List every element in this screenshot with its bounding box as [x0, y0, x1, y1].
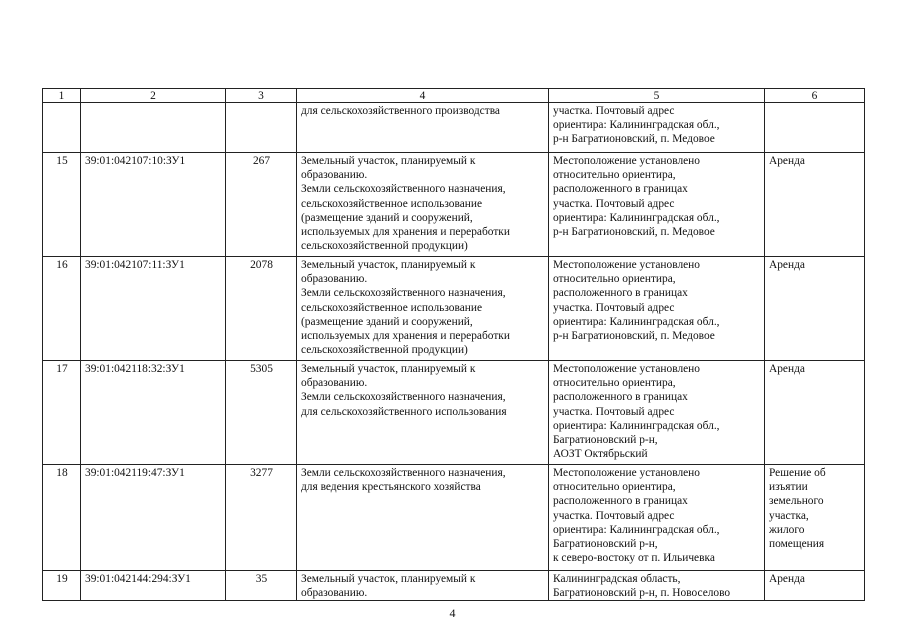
description-cell-line: сельскохозяйственной продукции) — [301, 240, 468, 253]
location-cell-line: участка. Почтовый адрес — [553, 405, 675, 418]
land-plots-table — [42, 88, 865, 601]
right-type-cell-line: Аренда — [769, 259, 805, 271]
right-type-cell — [765, 361, 865, 465]
row-number-cell: 18 — [43, 465, 81, 571]
header-row — [43, 89, 865, 103]
location-cell-line: участка. Почтовый адрес — [553, 509, 675, 522]
location-cell-line: Местоположение установлено — [553, 363, 700, 375]
location-cell-line: Багратионовский р-н, п. Новоселово — [553, 587, 731, 600]
location-cell-line: относительно ориентира, — [553, 377, 676, 390]
description-cell-line: образованию. — [301, 377, 368, 390]
table-row — [43, 361, 865, 465]
description-cell-line: Земли сельскохозяйственного назначения, — [301, 183, 506, 196]
location-cell-line: Местоположение установлено — [553, 259, 700, 271]
right-type-cell-line: земельного — [769, 495, 824, 508]
location-cell-line: относительно ориентира, — [553, 481, 676, 494]
right-type-cell-line: помещения — [769, 538, 825, 551]
location-cell-line: ориентира: Калининградская обл., — [553, 523, 720, 536]
location-cell-line: Калининградская область, — [553, 573, 681, 585]
header-cell-col-4: 4 — [297, 89, 549, 103]
header-cell-col-6: 6 — [765, 89, 865, 103]
right-type-cell — [765, 153, 865, 257]
description-cell — [297, 103, 549, 153]
location-cell-line: расположенного в границах — [553, 495, 688, 508]
location-cell — [549, 465, 765, 571]
location-cell-line: р-н Багратионовский, п. Медовое — [553, 226, 715, 239]
description-cell-line: Земельный участок, планируемый к — [301, 155, 476, 167]
description-cell-line: сельскохозяйственное использование — [301, 197, 483, 210]
description-cell-line: сельскохозяйственное использование — [301, 301, 483, 314]
location-cell-line: к северо-востоку от п. Ильичевка — [553, 552, 715, 565]
location-cell — [549, 103, 765, 153]
area-cell: 3277 — [226, 465, 297, 571]
description-cell-line: используемых для хранения и переработки — [301, 226, 510, 239]
description-cell — [297, 361, 549, 465]
cadastral-number-cell: 39:01:042118:32:ЗУ1 — [81, 361, 226, 465]
description-cell — [297, 465, 549, 571]
description-cell-line: для сельскохозяйственного производства — [301, 105, 500, 117]
area-cell: 2078 — [226, 257, 297, 361]
location-cell-line: р-н Багратионовский, п. Медовое — [553, 133, 715, 146]
header-cell-col-5: 5 — [549, 89, 765, 103]
cadastral-number-cell: 39:01:042107:11:ЗУ1 — [81, 257, 226, 361]
header-cell-col-1: 1 — [43, 89, 81, 103]
right-type-cell-line: Решение об — [769, 467, 826, 479]
row-number-cell: 15 — [43, 153, 81, 257]
location-cell-line: расположенного в границах — [553, 287, 688, 300]
location-cell-line: участка. Почтовый адрес — [553, 301, 675, 314]
description-cell-line: Земли сельскохозяйственного назначения, — [301, 467, 506, 479]
location-cell-line: р-н Багратионовский, п. Медовое — [553, 330, 715, 343]
description-cell — [297, 153, 549, 257]
right-type-cell-line: жилого — [769, 523, 805, 536]
page-number: 4 — [449, 606, 456, 620]
table-row — [43, 103, 865, 153]
area-cell: 35 — [226, 571, 297, 601]
location-cell — [549, 361, 765, 465]
description-cell-line: образованию. — [301, 169, 368, 182]
description-cell-line: для сельскохозяйственного использования — [301, 405, 507, 418]
description-cell — [297, 571, 549, 601]
location-cell — [549, 153, 765, 257]
location-cell — [549, 257, 765, 361]
area-cell — [226, 103, 297, 153]
description-cell-line: Земельный участок, планируемый к — [301, 363, 476, 375]
location-cell-line: АОЗТ Октябрьский — [553, 448, 648, 461]
description-cell-line: Земельный участок, планируемый к — [301, 573, 476, 585]
right-type-cell-line: Аренда — [769, 573, 805, 585]
right-type-cell — [765, 103, 865, 153]
table-row — [43, 153, 865, 257]
location-cell-line: Багратионовский р-н, — [553, 538, 658, 551]
cadastral-number-cell: 39:01:042144:294:ЗУ1 — [81, 571, 226, 601]
description-cell-line: Земельный участок, планируемый к — [301, 259, 476, 271]
header-cell-col-2: 2 — [81, 89, 226, 103]
cadastral-number-cell — [81, 103, 226, 153]
location-cell-line: ориентира: Калининградская обл., — [553, 315, 720, 328]
location-cell-line: Багратионовский р-н, — [553, 434, 658, 447]
description-cell-line: используемых для хранения и переработки — [301, 330, 510, 343]
location-cell-line: участка. Почтовый адрес — [553, 197, 675, 210]
cadastral-number-cell: 39:01:042119:47:ЗУ1 — [81, 465, 226, 571]
location-cell-line: Местоположение установлено — [553, 155, 700, 167]
area-cell: 5305 — [226, 361, 297, 465]
row-number-cell — [43, 103, 81, 153]
table-row — [43, 571, 865, 601]
right-type-cell-line: Аренда — [769, 155, 805, 167]
location-cell-line: ориентира: Калининградская обл., — [553, 211, 720, 224]
right-type-cell — [765, 257, 865, 361]
area-cell: 267 — [226, 153, 297, 257]
location-cell-line: расположенного в границах — [553, 183, 688, 196]
right-type-cell-line: участка, — [769, 509, 809, 522]
location-cell — [549, 571, 765, 601]
right-type-cell-line: изъятии — [769, 481, 808, 494]
location-cell-line: относительно ориентира, — [553, 169, 676, 182]
location-cell-line: ориентира: Калининградская обл., — [553, 119, 720, 132]
description-cell-line: образованию. — [301, 587, 368, 600]
location-cell-line: относительно ориентира, — [553, 273, 676, 286]
description-cell-line: сельскохозяйственной продукции) — [301, 344, 468, 357]
right-type-cell — [765, 465, 865, 571]
row-number-cell: 19 — [43, 571, 81, 601]
cadastral-number-cell: 39:01:042107:10:ЗУ1 — [81, 153, 226, 257]
location-cell-line: Местоположение установлено — [553, 467, 700, 479]
description-cell-line: (размещение зданий и сооружений, — [301, 211, 473, 224]
location-cell-line: участка. Почтовый адрес — [553, 105, 675, 117]
location-cell-line: расположенного в границах — [553, 391, 688, 404]
description-cell — [297, 257, 549, 361]
table-row — [43, 465, 865, 571]
description-cell-line: для ведения крестьянского хозяйства — [301, 481, 481, 494]
right-type-cell-line: Аренда — [769, 363, 805, 375]
description-cell-line: образованию. — [301, 273, 368, 286]
row-number-cell: 16 — [43, 257, 81, 361]
description-cell-line: Земли сельскохозяйственного назначения, — [301, 287, 506, 300]
table-row — [43, 257, 865, 361]
description-cell-line: Земли сельскохозяйственного назначения, — [301, 391, 506, 404]
right-type-cell — [765, 571, 865, 601]
location-cell-line: ориентира: Калининградская обл., — [553, 419, 720, 432]
row-number-cell: 17 — [43, 361, 81, 465]
description-cell-line: (размещение зданий и сооружений, — [301, 315, 473, 328]
header-cell-col-3: 3 — [226, 89, 297, 103]
